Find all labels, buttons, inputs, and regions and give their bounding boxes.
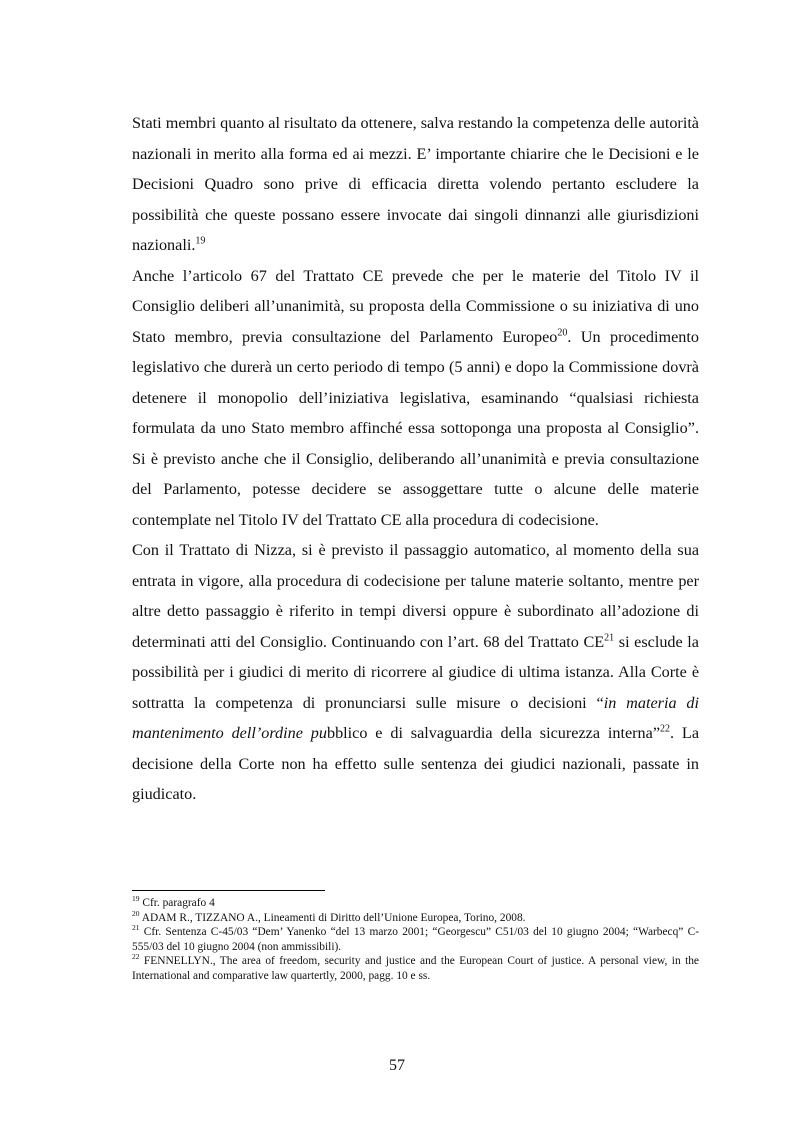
- paragraph-3: [132, 535, 699, 810]
- footnote-ref-22[interactable]: 22: [660, 723, 671, 735]
- page-number: 57: [389, 1057, 405, 1074]
- footnote-21: [132, 925, 699, 954]
- paragraph-2-text-a: Anche l’articolo 67 del Trattato CE prevede che per le materie del Titolo IV il Consiglio deliberi all’unanimità, su proposta della Commissione o su iniziativa di uno Stato membro, previa consultazione del Parlamento Europeo: [132, 266, 699, 346]
- footnote-text: Cfr. Sentenza C-45/03 “Dem’ Yanenko “del 13 marzo 2001; “Georgescu” C51/03 del 10 giugno 2004; “Warbecq” C-555/03 del 10 giugno 2004 (non ammissibili).: [132, 926, 699, 953]
- footnote-number: 19: [132, 894, 140, 904]
- footnote-19: [132, 896, 699, 911]
- paragraph-1-text: Stati membri quanto al risultato da ottenere, salva restando la competenza delle autorità nazionali in merito alla forma ed ai mezzi. E’ importante chiarire che le Decisioni e le Decisioni Quadro sono prive di efficacia diretta volendo pertanto escludere la possibilità che queste possano essere invocate dai singoli dinnanzi alle giurisdizioni nazionali.: [132, 114, 699, 254]
- footnote-number: 20: [132, 908, 140, 918]
- paragraph-3-text-a: Con il Trattato di Nizza, si è previsto il passaggio automatico, al momento della sua entrata in vigore, alla procedura di codecisione per talune materie soltanto, mentre per altre detto passaggio è riferito in tempi diversi oppure è subordinato all’adozione di determinati atti del Consiglio. Continuando con l’art. 68 del Trattato CE: [132, 541, 699, 651]
- paragraph-2: [132, 261, 699, 536]
- paragraph-1: [132, 108, 699, 261]
- footnote-number: 22: [132, 952, 140, 962]
- paragraph-2-text-b: . Un procedimento legislativo che durerà un certo periodo di tempo (5 anni) e dopo la Commissione dovrà detenere il monopolio dell’iniziativa legislativa, esaminando “qualsiasi richiesta formulata da uno Stato membro affinché essa sottoponga una proposta al Consiglio”. Si è previsto anche che il Consiglio, deliberando all’unanimità e previa consultazione del Parlamento, potesse decidere se assoggettare tutte o alcune delle materie contemplate nel Titolo IV del Trattato CE alla procedura di codecisione.: [132, 327, 699, 529]
- footnote-number: 21: [132, 923, 140, 933]
- document-body: [132, 108, 699, 810]
- footnote-22: [132, 954, 699, 983]
- footnote-ref-20[interactable]: 20: [557, 327, 568, 339]
- footnote-20: [132, 908, 699, 926]
- footnote-ref-19[interactable]: 19: [195, 235, 206, 247]
- footnote-text: FENNELLYN., The area of freedom, security and justice and the European Court of justice. A personal view, in the International and comparative law quartertly, 2000, pagg. 10 e ss.: [132, 955, 699, 982]
- paragraph-3-italic-quote: in materia di mantenimento dell’ordine pu: [132, 693, 699, 742]
- paragraph-3-text-d: . La decisione della Corte non ha effetto sulle sentenza dei giudici nazionali, passate in giudicato.: [132, 724, 700, 803]
- paragraph-3-text-c: bblico e di salvaguardia della sicurezza interna”: [326, 724, 661, 742]
- footnote-text: Cfr. paragrafo 4: [139, 897, 215, 909]
- footnote-text: ADAM R., TIZZANO A., Lineamenti di Diritto dell’Unione Europea, Torino, 2008.: [139, 911, 526, 924]
- footnote-ref-21[interactable]: 21: [604, 632, 615, 644]
- paragraph-3-text-b: si esclude la possibilità per i giudici di merito di ricorrere al giudice di ultima istanza. Alla Corte è sottratta la competenza di pronunciarsi sulle misure o decisioni “: [132, 632, 699, 712]
- footnotes: [132, 896, 699, 984]
- footnote-separator: [132, 890, 325, 891]
